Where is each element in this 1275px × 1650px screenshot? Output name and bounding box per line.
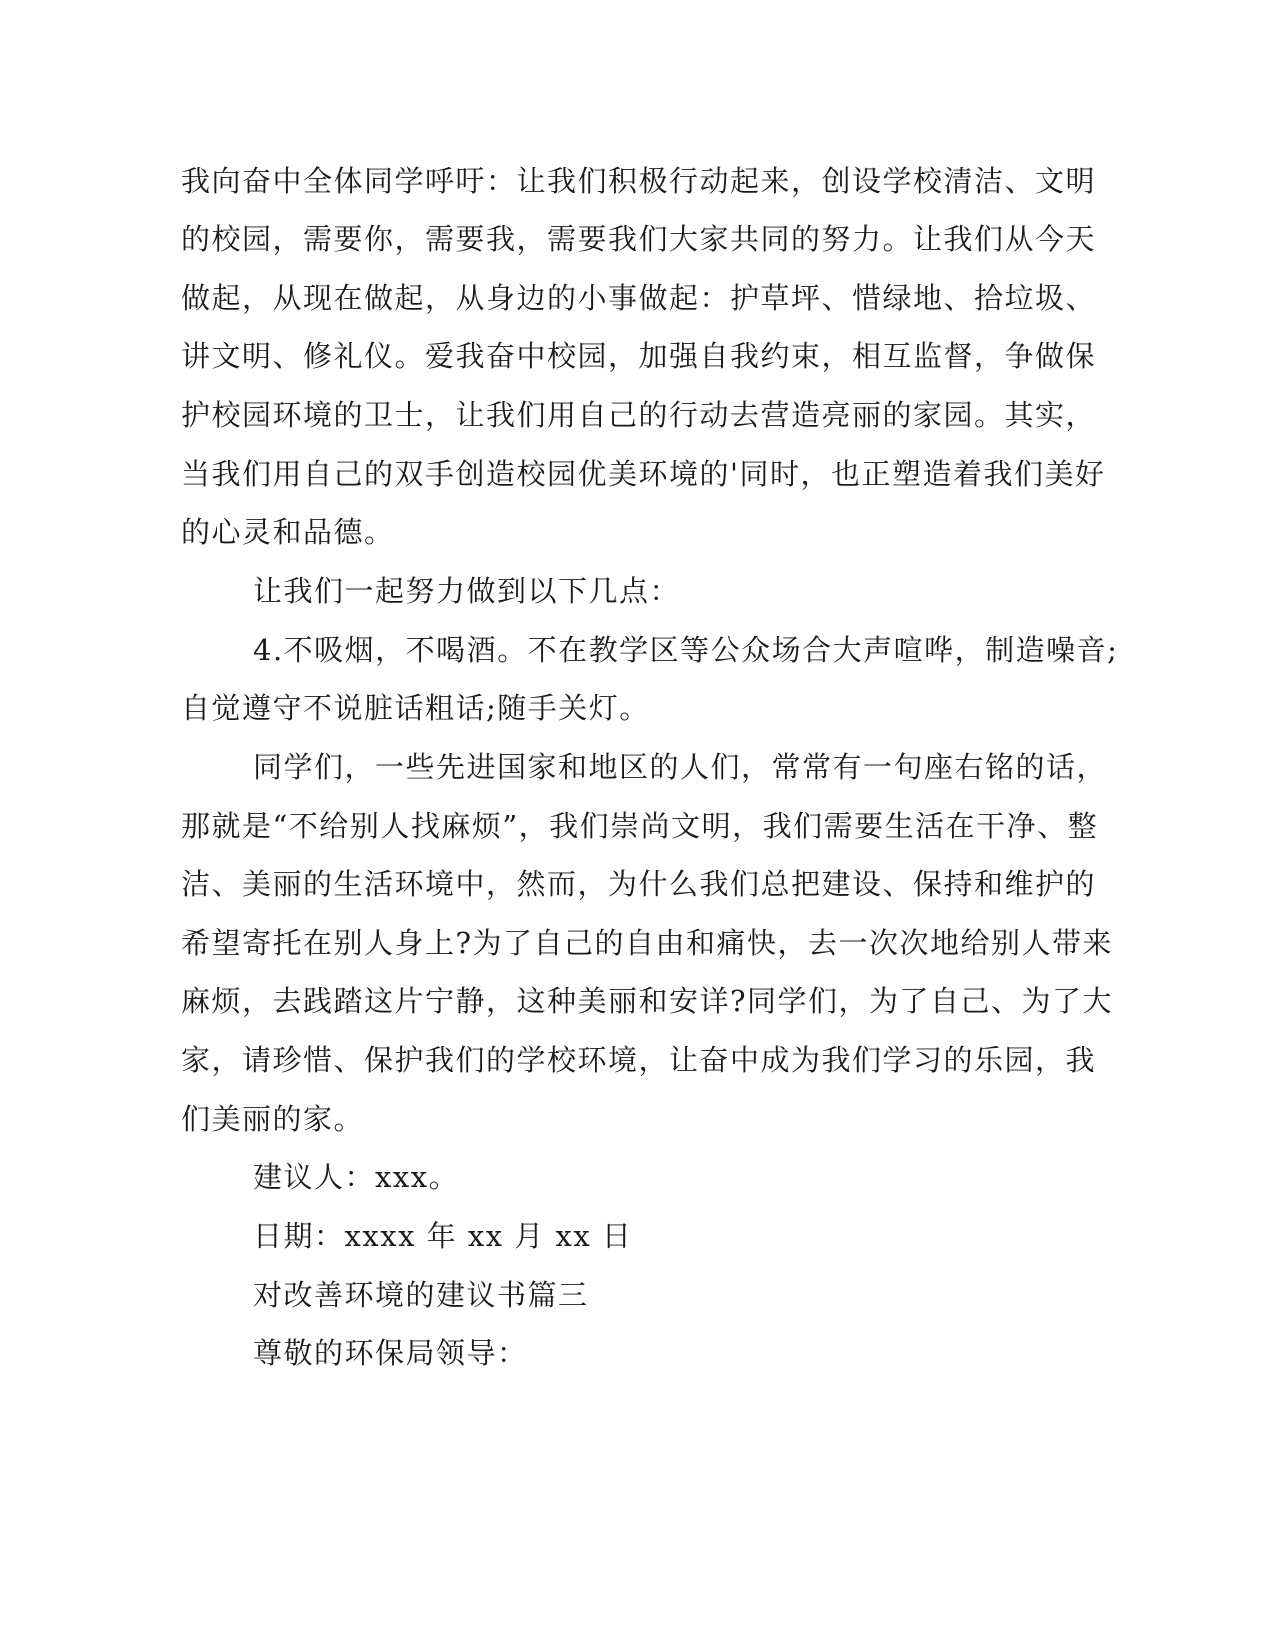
salutation-line: 尊敬的环保局领导：	[253, 1336, 528, 1370]
text-line: 们美丽的家。	[181, 1102, 365, 1136]
text-line: 同学们，一些先进国家和地区的人们，常常有一句座右铭的话，	[253, 750, 1108, 784]
text-line: 我向奋中全体同学呼吁：让我们积极行动起来，创设学校清洁、文明	[181, 164, 1097, 198]
text-line: 的心灵和品德。	[181, 515, 395, 549]
text-line: 做起，从现在做起，从身边的小事做起：护草坪、惜绿地、拾垃圾、	[181, 281, 1097, 315]
text-line: 当我们用自己的双手创造校园优美环境的'同时，也正塑造着我们美好	[181, 457, 1106, 491]
section-heading: 对改善环境的建议书篇三	[253, 1278, 589, 1312]
text-line: 家，请珍惜、保护我们的学校环境，让奋中成为我们学习的乐园，我	[181, 1043, 1097, 1077]
text-line: 让我们一起努力做到以下几点：	[253, 574, 681, 608]
text-line: 那就是“不给别人找麻烦”，我们崇尚文明，我们需要生活在干净、整	[181, 809, 1099, 843]
text-line: 4.不吸烟，不喝酒。不在教学区等公众场合大声喧哗，制造噪音;	[253, 633, 1119, 667]
signer-line: 建议人：xxx。	[253, 1160, 460, 1194]
text-line: 的校园，需要你，需要我，需要我们大家共同的努力。让我们从今天	[181, 222, 1097, 256]
date-line: 日期：xxxx 年 xx 月 xx 日	[253, 1219, 633, 1253]
text-line: 洁、美丽的生活环境中，然而，为什么我们总把建设、保持和维护的	[181, 867, 1097, 901]
text-line: 麻烦，去践踏这片宁静，这种美丽和安详?同学们，为了自己、为了大	[181, 984, 1114, 1018]
text-line: 护校园环境的卫士，让我们用自己的行动去营造亮丽的家园。其实，	[181, 398, 1097, 432]
text-line: 讲文明、修礼仪。爱我奋中校园，加强自我约束，相互监督，争做保	[181, 339, 1097, 373]
text-line: 希望寄托在别人身上?为了自己的自由和痛快，去一次次地给别人带来	[181, 926, 1114, 960]
text-line: 自觉遵守不说脏话粗话;随手关灯。	[181, 691, 650, 725]
